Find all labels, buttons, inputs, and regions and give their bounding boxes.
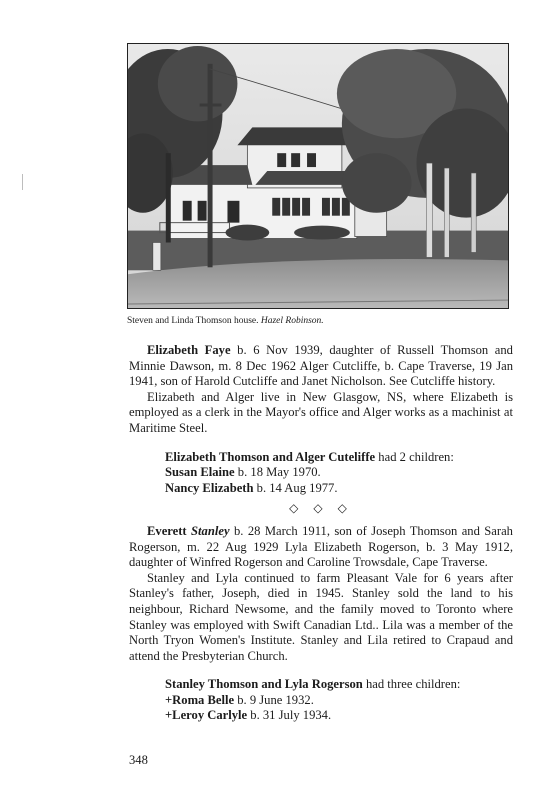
caption-text: Steven and Linda Thomson house.	[127, 316, 259, 326]
everett-name	[147, 524, 230, 538]
child-name: +Leroy Carlyle	[165, 708, 248, 723]
scan-edge-mark	[22, 174, 23, 190]
caption-credit: Hazel Robinson.	[260, 316, 324, 326]
everett-paragraph-1	[129, 524, 513, 571]
child-entry	[129, 465, 513, 481]
everett-known-name: Stanley	[191, 523, 230, 538]
elizabeth-children-count: had 2 children:	[375, 449, 454, 464]
stanley-children-count: had three children:	[362, 677, 461, 692]
child-detail: b. 31 July 1934.	[247, 708, 332, 723]
child-entry	[129, 481, 513, 497]
elizabeth-paragraph-2: Elizabeth and Alger live in New Glasgow, NS, where Elizabeth is employed as a clerk in the Mayor's office and Alger works as a machinist at Maritime Steel.	[129, 389, 513, 435]
everett-paragraph-2: Stanley and Lyla continued to farm Pleasant Vale for 6 years after Stanley's father, Joseph, died in 1945. Stanley sold the land to his neighbour, Richard Newsome, and the family moved to Toronto where Stanley was employed with Swift Canadian Ltd.. Lila was a member of the North Tryon Women's Institute. Stanley and Lila retired to Crapaud and attend the Presbyterian Church.	[129, 570, 513, 663]
everett-first-name: Everett	[147, 523, 192, 538]
child-detail: b. 9 June 1932.	[234, 692, 314, 707]
child-entry	[129, 693, 513, 709]
photo-caption	[127, 316, 324, 326]
house-photo	[127, 43, 509, 309]
child-detail: b. 18 May 1970.	[234, 465, 321, 480]
section-divider: ◇ ◇ ◇	[289, 501, 353, 516]
elizabeth-paragraph-1	[129, 343, 513, 390]
child-entry	[129, 708, 513, 724]
everett-details: b. 28 March 1911, son of Joseph Thomson and Sarah Rogerson, m. 22 Aug 1929 Lyla Elizabeth Rogerson, b. 3 May 1912, daughter of Winfred Rogerson and Caroline Trowsdale, Cape Traverse.	[129, 523, 513, 570]
child-name: +Roma Belle	[165, 692, 235, 707]
child-detail: b. 14 Aug 1977.	[253, 480, 338, 495]
stanley-children-heading	[129, 677, 513, 693]
child-name: Susan Elaine	[165, 465, 235, 480]
elizabeth-parents: Elizabeth Thomson and Alger Cuteliffe	[165, 449, 376, 464]
house-photo-image	[128, 44, 508, 308]
elizabeth-children-heading	[129, 450, 513, 466]
elizabeth-details: b. 6 Nov 1939, daughter of Russell Thomson and Minnie Dawson, m. 8 Dec 1962 Alger Cutcliffe, b. Cape Traverse, 19 Jan 1941, son of Harold Cutcliffe and Janet Nicholson. See Cutcliffe history.	[129, 343, 513, 389]
page-number: 348	[129, 753, 148, 767]
child-name: Nancy Elizabeth	[165, 480, 254, 495]
stanley-parents: Stanley Thomson and Lyla Rogerson	[165, 677, 363, 692]
elizabeth-name: Elizabeth Faye	[147, 343, 231, 357]
page-body	[129, 343, 513, 724]
